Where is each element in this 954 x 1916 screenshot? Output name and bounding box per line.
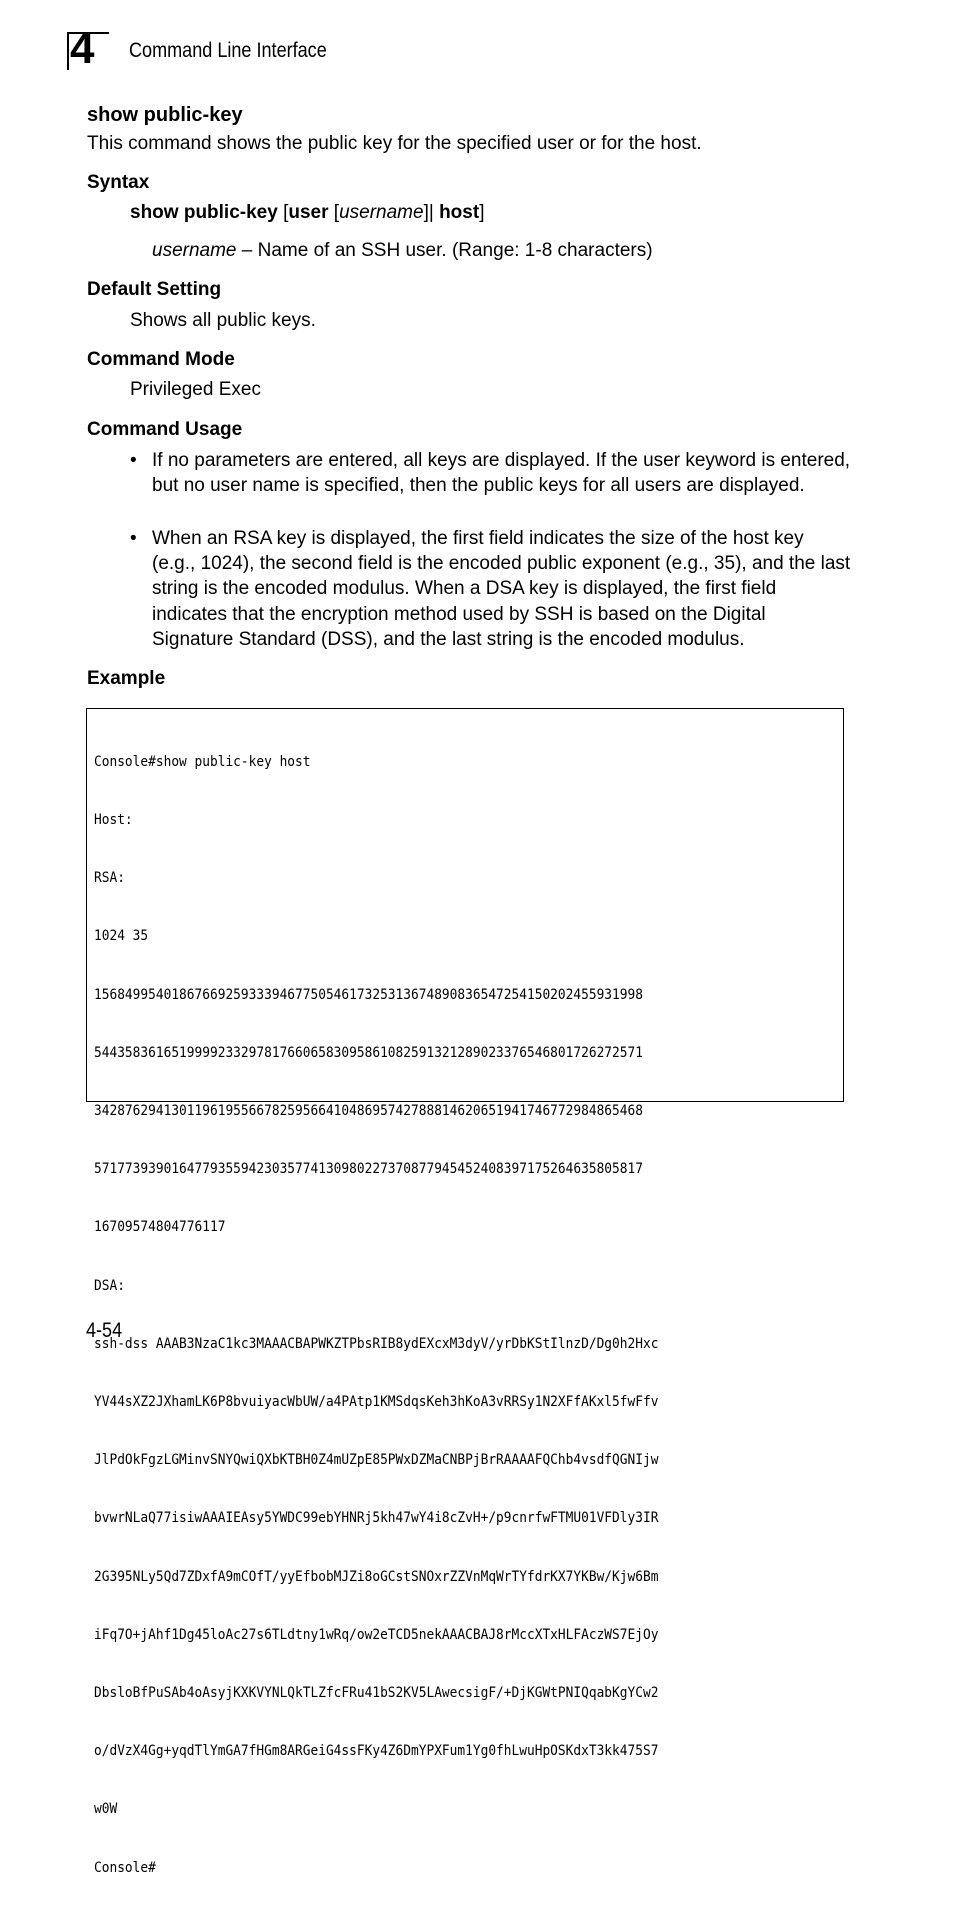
code-line: ssh-dss AAAB3NzaC1kc3MAAACBAPWKZTPbsRIB8ydEXcxM3dyV/yrDbKStIlnzD/Dg0h2Hxc [94,1334,659,1352]
code-line: JlPdOkFgzLGMinvSNYQwiQXbKTBH0Z4mUZpE85PWxDZMaCNBPjBrRAAAAFQChb4vsdfQGNIjw [94,1451,659,1469]
syntax-heading: Syntax [87,172,150,193]
syntax-bracket-pipe: ]| [423,202,440,223]
code-line: bvwrNLaQ77isiwAAAIEAsy5YWDC99ebYHNRj5kh47wY4i8cZvH+/p9cnrfwFTMU01VFDly3IR [94,1509,659,1527]
syntax-keyword-user: user [288,202,329,223]
parameter-name: username [152,240,237,261]
command-mode-text: Privileged Exec [130,379,261,400]
code-line: DbsloBfPuSAb4oAsyjKXKVYNLQkTLZfcFRu41bS2KV5LAwecsigF/+DjKGWtPNIQqabKgYCw2 [94,1684,659,1702]
syntax-param-username: username [339,202,424,223]
code-line: 2G395NLy5Qd7ZDxfA9mCOfT/yyEfbobMJZi8oGCstSNOxrZZVnMqWrTYfdrKX7YKBw/Kjw6Bm [94,1567,659,1585]
syntax-command: show public-key [130,202,278,223]
example-heading: Example [87,668,166,689]
code-line: 34287629413011961955667825956641048695742788814620651941746772984865468 [94,1102,643,1120]
usage-item-1: If no parameters are entered, all keys are displayed. If the user keyword is entered, but no user name is specified, then the public keys for all users are displayed. [152,450,851,497]
command-description: This command shows the public key for the specified user or for the host. [87,133,702,154]
default-setting-heading: Default Setting [87,279,222,300]
command-mode-heading: Command Mode [87,349,235,370]
syntax-bracket-open-2: [ [328,202,340,223]
code-line: w0W [94,1800,118,1818]
code-line: 54435836165199992332978176606583095861082591321289023376546801726272571 [94,1043,643,1061]
code-line: 57177393901647793559423035774130980227370877945452408397175264635805817 [94,1160,643,1178]
example-code-box [86,708,844,1876]
syntax-bracket-close: ] [479,202,485,223]
code-line: DSA: [94,1276,125,1294]
default-setting-text: Shows all public keys. [130,310,316,331]
chapter-number: 4 [70,24,94,73]
code-line: Console# [94,1858,156,1876]
syntax-bracket-open: [ [277,202,289,223]
command-title: show public-key [87,104,243,126]
code-line: o/dVzX4Gg+yqdTlYmGA7fHGm8ARGeiG4ssFKy4Z6DmYPXFum1Yg0fhLwuHpOSKdxT3kk475S7 [94,1742,659,1760]
syntax-keyword-host: host [439,202,480,223]
code-line: YV44sXZ2JXhamLK6P8bvuiyacWbUW/a4PAtp1KMSdqsKeh3hKoA3vRRSy1N2XFfAKxl5fwFfv [94,1393,659,1411]
code-line: Host: [94,811,133,829]
command-usage-heading: Command Usage [87,419,243,440]
bullet-marker: • [130,528,137,549]
page-number: 4-54 [86,1319,123,1342]
running-header-title: Command Line Interface [129,39,327,62]
syntax-line [130,200,484,225]
code-line: 1024 35 [94,927,149,945]
usage-item-2: When an RSA key is displayed, the first field indicates the size of the host key (e.g., 1024), the second field is the encoded public exponent (e.g., 35), and the last string is the encoded modulus. When a DSA key is displayed, the first field indicates that the encryption method used by SSH is based on the Digital Signature Standard (DSS), and the last string is the encoded modulus. [152,528,851,650]
code-line: 16709574804776117 [94,1218,226,1236]
parameter-description [152,238,653,263]
code-line: RSA: [94,869,125,887]
code-line: iFq7O+jAhf1Dg45loAc27s6TLdtny1wRq/ow2eTCD5nekAAACBAJ8rMccXTxHLFAczWS7EjOy [94,1625,659,1643]
code-line: Console#show public-key host [94,752,311,770]
example-code [94,713,658,1916]
code-line: 15684995401867669259333946775054617325313674890836547254150202455931998 [94,985,643,1003]
parameter-text: – Name of an SSH user. (Range: 1-8 characters) [236,240,653,261]
bullet-marker: • [130,450,137,471]
